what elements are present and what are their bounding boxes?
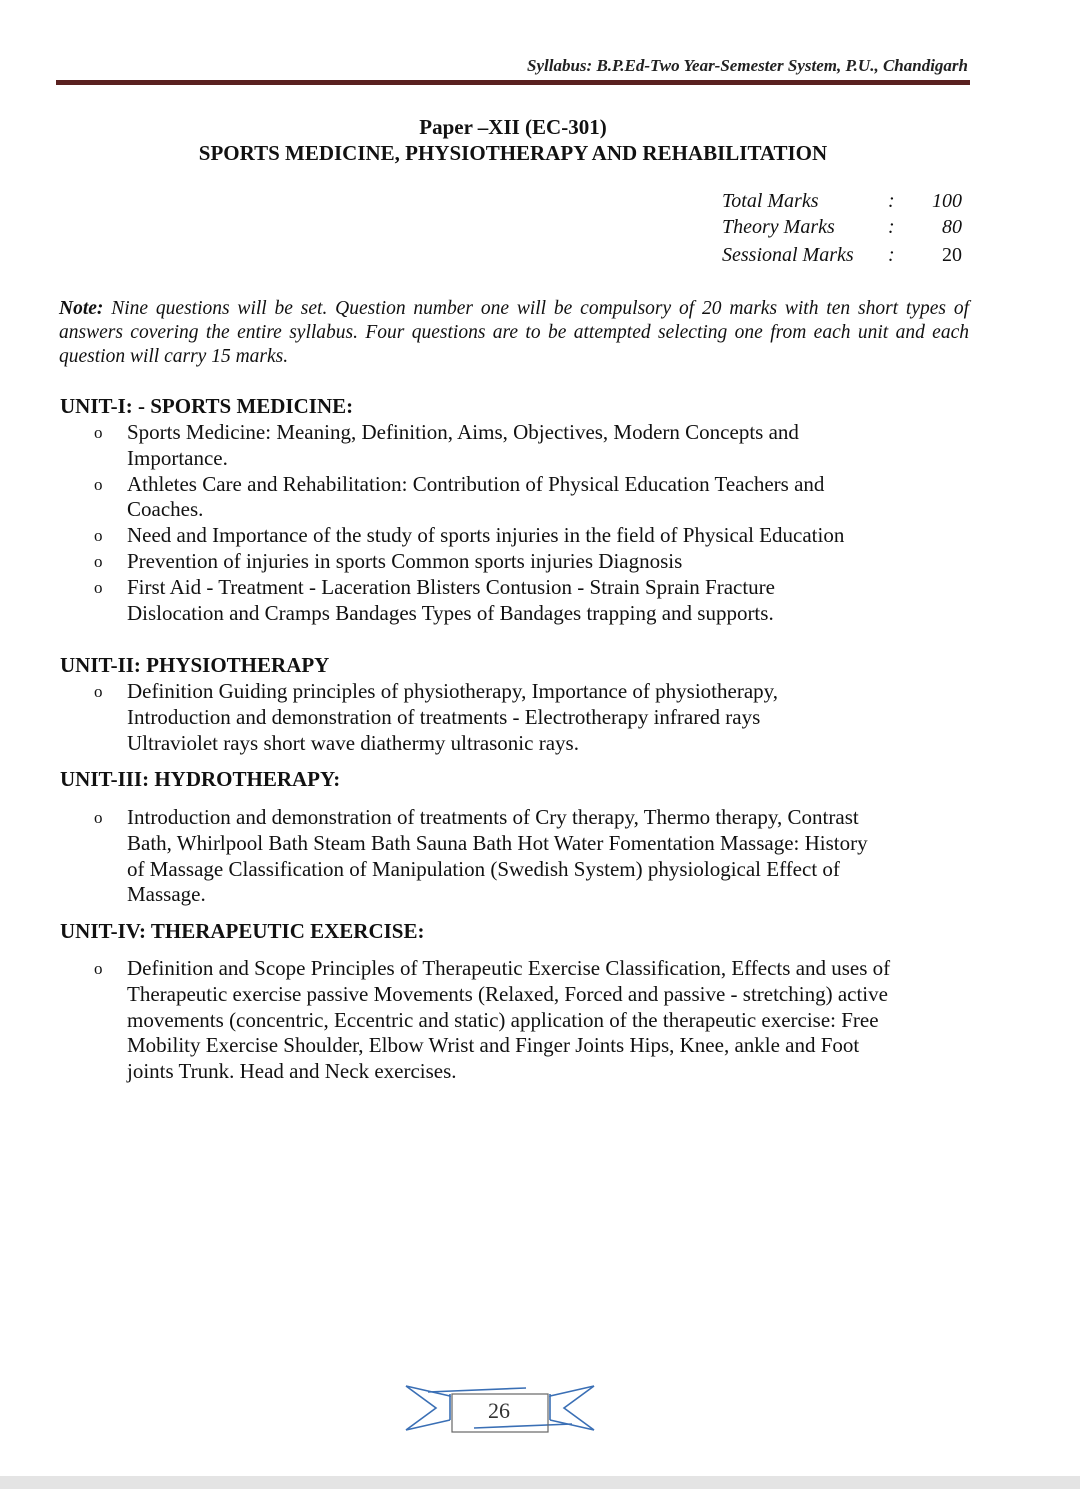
header-rule — [56, 80, 970, 85]
marks-value: 100 — [932, 190, 962, 212]
list-item-text: First Aid - Treatment - Laceration Blisters Contusion - Strain Sprain Fracture Dislocation and Cramps Bandages Types of Bandages trapping and supports. — [127, 574, 775, 625]
marks-separator: : — [888, 244, 895, 266]
unit-4-list — [0, 956, 890, 1085]
note-label: Note: — [59, 298, 104, 319]
unit-2-list — [0, 679, 778, 756]
list-item-text: Prevention of injuries in sports Common sports injuries Diagnosis — [127, 548, 683, 573]
paper-subject: SPORTS MEDICINE, PHYSIOTHERAPY AND REHABILITATION — [198, 141, 828, 165]
list-item-text: Athletes Care and Rehabilitation: Contribution of Physical Education Teachers and Coaches. — [127, 471, 825, 522]
bullet-icon: o — [94, 526, 103, 546]
marks-label: Sessional Marks — [722, 244, 854, 266]
marks-separator: : — [888, 216, 895, 238]
bullet-icon: o — [94, 808, 103, 827]
list-item-text: Introduction and demonstration of treatments of Cry therapy, Thermo therapy, Contrast Bath, Whirlpool Bath Steam Bath Sauna Bath Hot Water Fomentation Massage: History of Massage Classification of Manipulation (Swedish System) physiological Effect of Massage. — [127, 805, 868, 907]
marks-row-total — [722, 188, 968, 214]
marks-value: 20 — [942, 244, 962, 266]
marks-label: Theory Marks — [722, 216, 835, 238]
list-item-text: Sports Medicine: Meaning, Definition, Aims, Objectives, Modern Concepts and Importance. — [127, 420, 799, 470]
list-item — [0, 679, 778, 756]
note-text: Nine questions will be set. Question number one will be compulsory of 20 marks with ten short types of answers covering the entire syllabus. Four questions are to be attempted selecting one from each unit and each question will carry 15 marks. — [59, 298, 969, 367]
marks-row-theory — [722, 214, 968, 240]
bullet-icon: o — [94, 551, 103, 571]
marks-table — [722, 188, 968, 266]
list-item — [0, 805, 868, 908]
list-item-text: Need and Importance of the study of sports injuries in the field of Physical Education — [127, 523, 845, 548]
bullet-icon: o — [94, 959, 103, 978]
list-item — [0, 549, 844, 575]
list-item — [0, 575, 844, 627]
page-number: 26 — [488, 1398, 510, 1423]
paper-code: Paper –XII (EC-301) — [419, 115, 607, 139]
unit-heading-4: UNIT-IV: THERAPEUTIC EXERCISE: — [60, 919, 425, 943]
running-header: Syllabus: B.P.Ed-Two Year-Semester System, P.U., Chandigarh — [527, 56, 968, 75]
marks-row-sessional — [722, 242, 968, 268]
bullet-icon: o — [94, 423, 103, 442]
marks-label: Total Marks — [722, 190, 819, 212]
list-item — [0, 420, 844, 472]
instructions-note — [59, 297, 969, 369]
unit-1-list — [0, 420, 844, 626]
list-item-text: Definition Guiding principles of physiotherapy, Importance of physiotherapy, Introduction and demonstration of treatments - Electrotherapy infrared rays Ultraviolet rays short wave diathermy ultrasonic rays. — [127, 679, 779, 755]
marks-separator: : — [888, 190, 895, 212]
marks-value: 80 — [942, 216, 962, 238]
unit-heading-1: UNIT-I: - SPORTS MEDICINE: — [60, 394, 354, 418]
bullet-icon: o — [94, 577, 103, 597]
list-item — [0, 472, 844, 524]
list-item — [0, 956, 890, 1085]
title-block — [0, 114, 1026, 166]
list-item — [0, 523, 844, 549]
list-item-text: Definition and Scope Principles of Therapeutic Exercise Classification, Effects and uses of Therapeutic exercise passive Movements (Relaxed, Forced and passive - stretching) active movements (concentric, Eccentric and static) application of the therapeutic exercise: Free Mobility Exercise Shoulder, Elbow Wrist and Finger Joints Hips, Knee, ankle and Foot joints Trunk. Head and Neck exercises. — [127, 956, 891, 1084]
unit-3-list — [0, 805, 868, 908]
bullet-icon: o — [94, 682, 103, 701]
unit-heading-3: UNIT-III: HYDROTHERAPY: — [60, 767, 341, 791]
unit-heading-2: UNIT-II: PHYSIOTHERAPY — [60, 653, 330, 677]
bullet-icon: o — [94, 474, 103, 494]
